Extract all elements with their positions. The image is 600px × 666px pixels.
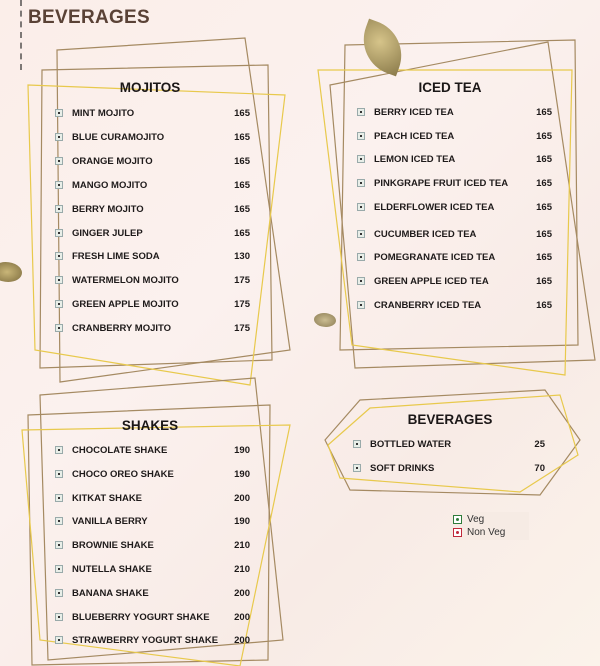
veg-icon bbox=[55, 109, 63, 117]
menu-item bbox=[55, 106, 250, 120]
menu-item bbox=[357, 129, 552, 143]
veg-icon bbox=[55, 181, 63, 189]
item-price: 165 bbox=[536, 106, 552, 118]
item-name: MINT MOJITO bbox=[72, 107, 135, 119]
veg-icon bbox=[357, 203, 365, 211]
item-name: GREEN APPLE MOJITO bbox=[72, 298, 179, 310]
item-name: BROWNIE SHAKE bbox=[72, 539, 154, 551]
menu-item bbox=[357, 200, 552, 214]
menu-item bbox=[55, 297, 250, 311]
menu-item bbox=[55, 154, 250, 168]
item-price: 210 bbox=[234, 539, 250, 551]
item-name: PEACH ICED TEA bbox=[374, 130, 455, 142]
veg-icon bbox=[55, 446, 63, 454]
veg-icon bbox=[357, 301, 365, 309]
item-name: BOTTLED WATER bbox=[370, 438, 452, 450]
item-price: 165 bbox=[536, 251, 552, 263]
item-price: 165 bbox=[536, 201, 552, 213]
menu-item bbox=[55, 178, 250, 192]
menu-item bbox=[55, 491, 250, 505]
item-name: BANANA SHAKE bbox=[72, 587, 149, 599]
veg-icon bbox=[55, 636, 63, 644]
item-name: CHOCO OREO SHAKE bbox=[72, 468, 174, 480]
menu-item bbox=[55, 202, 250, 216]
item-price: 165 bbox=[234, 227, 250, 239]
veg-icon bbox=[55, 470, 63, 478]
menu-item bbox=[55, 226, 250, 240]
veg-icon bbox=[55, 589, 63, 597]
page-title: BEVERAGES bbox=[28, 7, 151, 28]
item-price: 70 bbox=[534, 462, 545, 474]
menu-item bbox=[357, 274, 552, 288]
menu-item bbox=[357, 227, 552, 241]
section-title: BEVERAGES bbox=[407, 412, 493, 427]
menu-item bbox=[55, 321, 250, 335]
veg-icon bbox=[55, 252, 63, 260]
leaf-decoration-icon bbox=[314, 313, 336, 327]
menu-item bbox=[357, 105, 552, 119]
menu-item bbox=[55, 610, 250, 624]
veg-icon bbox=[357, 230, 365, 238]
menu-item bbox=[55, 538, 250, 552]
menu-item bbox=[357, 152, 552, 166]
item-price: 165 bbox=[536, 130, 552, 142]
item-price: 190 bbox=[234, 468, 250, 480]
leaf-decoration-icon bbox=[0, 0, 22, 70]
legend-label: Non Veg bbox=[467, 527, 506, 538]
veg-icon bbox=[357, 277, 365, 285]
item-name: BLUEBERRY YOGURT SHAKE bbox=[72, 611, 210, 623]
item-price: 200 bbox=[234, 634, 250, 646]
legend-non-veg bbox=[453, 526, 526, 539]
non-veg-icon bbox=[453, 528, 462, 537]
menu-item bbox=[357, 298, 552, 312]
item-price: 165 bbox=[536, 177, 552, 189]
item-name: MANGO MOJITO bbox=[72, 179, 148, 191]
veg-icon bbox=[55, 276, 63, 284]
veg-icon bbox=[55, 157, 63, 165]
menu-item bbox=[55, 514, 250, 528]
item-name: PINKGRAPE FRUIT ICED TEA bbox=[374, 177, 509, 189]
veg-icon bbox=[55, 494, 63, 502]
item-price: 130 bbox=[234, 250, 250, 262]
menu-item bbox=[353, 461, 545, 475]
item-price: 175 bbox=[234, 274, 250, 286]
item-price: 165 bbox=[234, 155, 250, 167]
item-price: 175 bbox=[234, 322, 250, 334]
section-title: SHAKES bbox=[121, 418, 179, 433]
menu-item bbox=[357, 250, 552, 264]
item-name: BERRY MOJITO bbox=[72, 203, 144, 215]
item-price: 200 bbox=[234, 492, 250, 504]
item-name: POMEGRANATE ICED TEA bbox=[374, 251, 496, 263]
item-price: 190 bbox=[234, 515, 250, 527]
section-title: ICED TEA bbox=[418, 80, 482, 95]
veg-icon bbox=[55, 324, 63, 332]
menu-item bbox=[55, 273, 250, 287]
item-name: BLUE CURAMOJITO bbox=[72, 131, 165, 143]
item-name: LEMON ICED TEA bbox=[374, 153, 456, 165]
veg-icon bbox=[353, 464, 361, 472]
veg-icon bbox=[357, 179, 365, 187]
veg-icon bbox=[55, 613, 63, 621]
veg-icon bbox=[55, 205, 63, 213]
item-price: 165 bbox=[536, 299, 552, 311]
item-name: SOFT DRINKS bbox=[370, 462, 435, 474]
item-price: 200 bbox=[234, 587, 250, 599]
menu-item bbox=[55, 443, 250, 457]
item-name: ELDERFLOWER ICED TEA bbox=[374, 201, 495, 213]
item-price: 200 bbox=[234, 611, 250, 623]
menu-item bbox=[353, 437, 545, 451]
veg-icon bbox=[55, 133, 63, 141]
menu-item bbox=[357, 176, 552, 190]
item-name: VANILLA BERRY bbox=[72, 515, 148, 527]
item-price: 210 bbox=[234, 563, 250, 575]
veg-icon bbox=[357, 155, 365, 163]
item-price: 165 bbox=[536, 228, 552, 240]
legend-veg bbox=[453, 513, 526, 526]
item-name: NUTELLA SHAKE bbox=[72, 563, 152, 575]
menu-item bbox=[55, 249, 250, 263]
menu-item bbox=[55, 467, 250, 481]
item-name: CHOCOLATE SHAKE bbox=[72, 444, 168, 456]
veg-icon bbox=[353, 440, 361, 448]
item-name: CRANBERRY MOJITO bbox=[72, 322, 172, 334]
veg-icon bbox=[453, 515, 462, 524]
legend-label: Veg bbox=[467, 514, 485, 525]
veg-icon bbox=[55, 565, 63, 573]
item-name: CRANBERRY ICED TEA bbox=[374, 299, 482, 311]
menu-item bbox=[55, 633, 250, 647]
veg-icon bbox=[55, 541, 63, 549]
menu-item bbox=[55, 562, 250, 576]
item-price: 165 bbox=[234, 131, 250, 143]
veg-icon bbox=[55, 300, 63, 308]
item-price: 165 bbox=[234, 179, 250, 191]
item-name: BERRY ICED TEA bbox=[374, 106, 454, 118]
menu-item bbox=[55, 586, 250, 600]
item-name: WATERMELON MOJITO bbox=[72, 274, 179, 286]
veg-icon bbox=[357, 108, 365, 116]
item-price: 25 bbox=[534, 438, 545, 450]
item-price: 165 bbox=[536, 275, 552, 287]
item-price: 165 bbox=[234, 107, 250, 119]
item-name: GINGER JULEP bbox=[72, 227, 143, 239]
item-name: FRESH LIME SODA bbox=[72, 250, 160, 262]
section-title: MOJITOS bbox=[119, 80, 181, 95]
veg-icon bbox=[55, 229, 63, 237]
item-price: 165 bbox=[536, 153, 552, 165]
veg-icon bbox=[55, 517, 63, 525]
veg-icon bbox=[357, 253, 365, 261]
item-name: GREEN APPLE ICED TEA bbox=[374, 275, 489, 287]
legend bbox=[450, 512, 529, 540]
item-name: ORANGE MOJITO bbox=[72, 155, 153, 167]
item-name: CUCUMBER ICED TEA bbox=[374, 228, 477, 240]
item-price: 190 bbox=[234, 444, 250, 456]
item-price: 165 bbox=[234, 203, 250, 215]
menu-item bbox=[55, 130, 250, 144]
veg-icon bbox=[357, 132, 365, 140]
item-name: STRAWBERRY YOGURT SHAKE bbox=[72, 634, 219, 646]
item-price: 175 bbox=[234, 298, 250, 310]
item-name: KITKAT SHAKE bbox=[72, 492, 143, 504]
